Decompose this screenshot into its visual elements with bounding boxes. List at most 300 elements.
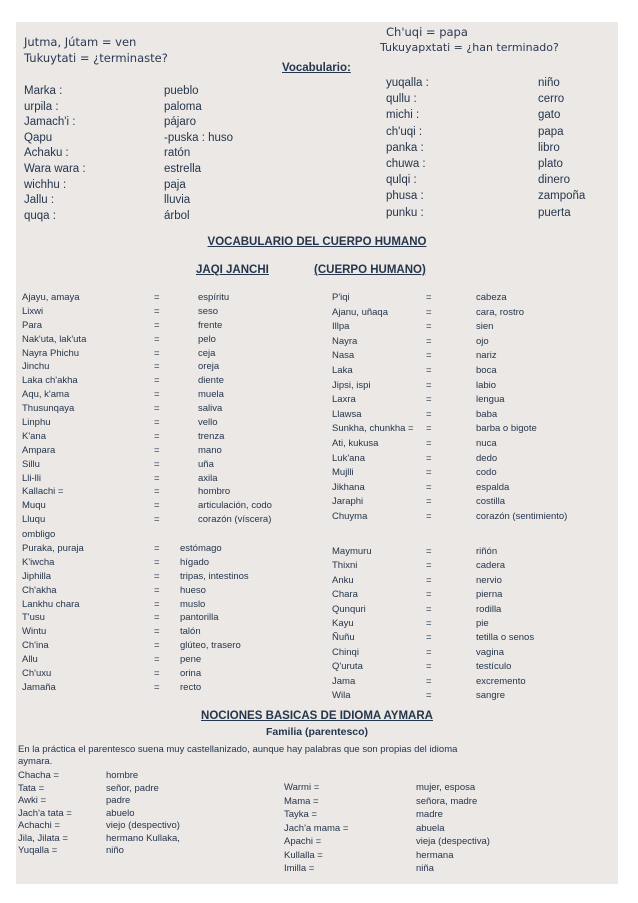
equals-sign: = (426, 646, 432, 658)
vocab-entry-term: chuwa : (386, 157, 426, 170)
handwritten-note-4: Tukuyapxtati = ¿han terminado? (380, 41, 559, 54)
vocab-entry-translation: cerro (538, 93, 565, 106)
body-entry (22, 473, 332, 487)
body-entry (332, 589, 618, 603)
body-entry-translation: pierna (476, 589, 503, 601)
equals-sign: = (426, 574, 432, 586)
body-entry-term: Linphu (22, 417, 51, 429)
family-entry (284, 809, 604, 823)
body-entry-term: Ch'akha (22, 584, 57, 596)
handwritten-note-3: Ch'uqi = papa (386, 25, 468, 39)
body-entry (22, 599, 332, 613)
family-entry (284, 823, 604, 837)
body-entry (22, 640, 332, 654)
body-subtitle-spanish: (CUERPO HUMANO) (314, 264, 426, 276)
body-entry (332, 546, 618, 560)
body-entry (332, 575, 618, 589)
family-entry-translation: hermano Kullaka, (106, 832, 180, 844)
body-entry (332, 604, 618, 618)
body-entry (22, 514, 332, 528)
equals-sign: = (426, 452, 432, 464)
family-entry (284, 836, 604, 850)
body-entry-term: Mujlli (332, 467, 354, 479)
body-right-list-2 (332, 546, 618, 704)
equals-sign: = (426, 617, 432, 629)
family-entry (284, 796, 604, 810)
body-entry-translation: glúteo, trasero (180, 640, 241, 652)
body-entry (332, 423, 618, 438)
equals-sign: = (426, 603, 432, 615)
family-entry-translation: niño (106, 845, 124, 856)
vocab-entry-translation: árbol (164, 209, 190, 222)
body-entry (332, 453, 618, 468)
body-entry-term: Nasa (332, 350, 355, 362)
family-entry-term: Jach'a mama = (284, 822, 349, 834)
body-entry-term: Ch'ina (22, 640, 49, 652)
body-entry-term: Laka (332, 364, 353, 376)
family-entry-term: Yuqalla = (18, 845, 58, 856)
body-entry (332, 467, 618, 482)
equals-sign: = (426, 467, 432, 479)
vocab-entry (386, 174, 611, 190)
vocab-entry-term: wichhu : (24, 178, 67, 191)
vocab-entry (24, 85, 324, 101)
body-entry-term: Ch'uxu (22, 668, 52, 680)
body-entry-translation: pene (180, 654, 202, 666)
body-entry-translation: espíritu (198, 292, 230, 303)
equals-sign: = (426, 335, 432, 347)
family-entry-term: Jila, Jilata = (18, 832, 68, 844)
equals-sign: = (426, 510, 432, 522)
body-entry-term: Thusunqaya (22, 403, 75, 415)
equals-sign: = (426, 546, 432, 557)
body-entry (332, 350, 618, 365)
body-entry-term: Thixni (332, 560, 358, 572)
vocab-title: Vocabulario: (282, 62, 351, 74)
body-entry-term: Laxra (332, 394, 356, 406)
vocab-entry (386, 190, 611, 206)
equals-sign: = (154, 654, 160, 666)
body-entry (332, 438, 618, 453)
body-entry (22, 654, 332, 668)
body-entry-translation: vagina (476, 646, 504, 658)
body-entry (22, 543, 332, 557)
family-entry-translation: abuela (416, 822, 445, 834)
family-entry (284, 863, 604, 877)
equals-sign: = (154, 486, 160, 498)
body-entry-translation: articulación, codo (198, 500, 272, 512)
body-entry-translation: sangre (476, 689, 506, 701)
body-entry-term: Maymuru (332, 546, 372, 557)
vocab-entry-term: Jamach'i : (24, 116, 76, 129)
body-entry-term: K'ana (22, 430, 47, 442)
equals-sign: = (154, 472, 160, 484)
body-entry-term: Jamaña (22, 681, 56, 693)
body-entry (332, 661, 618, 675)
vocab-entry-term: yuqalla : (386, 77, 429, 89)
body-entry-translation: orina (180, 668, 202, 680)
body-entry-translation: saliva (198, 403, 223, 415)
body-entry (332, 560, 618, 574)
body-entry-term: Jinchu (22, 361, 50, 373)
family-entry-term: Warmi = (284, 782, 320, 793)
family-left-list (18, 770, 268, 858)
vocab-entry-term: ch'uqi : (386, 125, 423, 138)
body-entry (22, 306, 332, 320)
body-entry-translation: hueso (180, 584, 206, 596)
body-entry-translation: vello (198, 417, 218, 429)
body-entry-translation: pie (476, 617, 489, 629)
body-entry (22, 585, 332, 599)
body-left-list-1 (22, 292, 332, 528)
body-entry-term: Lankhu chara (22, 598, 80, 610)
equals-sign: = (154, 514, 160, 526)
body-entry-translation: tetilla o senos (476, 632, 535, 644)
equals-sign: = (426, 661, 432, 673)
vocab-entry-translation: libro (538, 141, 560, 154)
body-entry-translation: frente (198, 319, 223, 331)
family-title: NOCIONES BASICAS DE IDIOMA AYMARA (201, 710, 433, 722)
body-entry-term: Anku (332, 574, 354, 586)
vocab-entry-translation: dinero (538, 174, 570, 187)
body-entry-term: Ati, kukusa (332, 437, 379, 449)
body-entry (22, 361, 332, 375)
family-entry-translation: niña (416, 863, 434, 874)
equals-sign: = (154, 458, 160, 470)
equals-sign: = (154, 333, 160, 345)
equals-sign: = (426, 408, 432, 420)
family-entry-term: Imilla = (284, 863, 315, 874)
family-intro-line-1: En la práctica el parentesco suena muy castellanizado, aunque hay palabras que son propias del idioma (18, 744, 458, 755)
equals-sign: = (426, 481, 432, 493)
body-entry-translation: talón (180, 626, 201, 638)
family-entry-term: Jach'a tata = (18, 807, 72, 819)
body-entry-term: Jiphilla (22, 570, 52, 582)
body-entry (22, 682, 332, 696)
body-entry-translation: ojo (476, 335, 489, 347)
body-entry-term: Ñuñu (332, 632, 355, 644)
body-entry-translation: nuca (476, 437, 497, 449)
body-entry (22, 320, 332, 334)
body-vocab-title: VOCABULARIO DEL CUERPO HUMANO (207, 236, 427, 248)
vocab-entry-translation: lluvia (164, 194, 191, 207)
body-entry-translation: baba (476, 408, 498, 420)
family-entry-translation: viejo (despectivo) (106, 820, 180, 831)
body-entry-term: Allu (22, 654, 38, 666)
body-entry-translation: recto (180, 681, 202, 693)
equals-sign: = (154, 543, 160, 554)
equals-sign: = (426, 675, 432, 687)
body-entry (332, 632, 618, 646)
vocab-entry-term: Jallu : (24, 194, 55, 207)
vocab-entry (386, 207, 611, 223)
equals-sign: = (426, 589, 432, 601)
family-entry (18, 845, 268, 858)
vocab-entry-translation: puerta (538, 206, 571, 219)
body-entry-term: Ajanu, uñaqa (332, 306, 388, 318)
body-entry-term: Nayra (332, 335, 358, 347)
family-entry (18, 833, 268, 846)
vocab-entry-term: Qapu (24, 131, 53, 144)
equals-sign: = (426, 350, 432, 362)
vocab-entry-translation: gato (538, 109, 561, 122)
body-entry-term: Lixwi (22, 305, 44, 317)
equals-sign: = (426, 689, 432, 701)
family-entry-translation: señora, madre (416, 795, 478, 807)
body-entry-term: Laka ch'akha (22, 375, 78, 387)
vocab-entry (24, 147, 324, 163)
vocab-entry (24, 179, 324, 195)
body-entry-translation: estómago (180, 543, 222, 554)
body-entry (332, 336, 618, 351)
vocab-entry-translation: ratón (164, 147, 191, 160)
body-entry (22, 626, 332, 640)
vocab-entry-translation: zampoña (538, 190, 586, 203)
body-entry-term: Lluqu (22, 514, 46, 526)
body-entry-term: Lli-lli (22, 472, 41, 484)
equals-sign: = (426, 632, 432, 644)
body-entry-translation: sien (476, 321, 494, 333)
vocab-entry-translation: pájaro (164, 116, 196, 129)
vocab-entry-translation: plato (538, 157, 563, 170)
vocab-entry-translation: paja (164, 178, 186, 191)
body-entry (332, 511, 618, 526)
equals-sign: = (426, 379, 432, 391)
vocab-entry (386, 158, 611, 174)
body-entry-translation: espalda (476, 481, 510, 493)
equals-sign: = (426, 437, 432, 449)
body-entry (22, 334, 332, 348)
vocab-entry-term: urpila : (24, 100, 59, 113)
family-intro-line-2: aymara. (18, 756, 53, 767)
body-entry (22, 389, 332, 403)
body-entry-term: Luk'ana (332, 452, 365, 464)
body-entry-term: Nak'uta, lak'uta (22, 333, 87, 345)
family-entry-translation: hombre (106, 770, 139, 781)
body-entry (332, 618, 618, 632)
body-entry (332, 647, 618, 661)
body-entry (22, 459, 332, 473)
body-entry-translation: hombro (198, 486, 231, 498)
equals-sign: = (154, 403, 160, 415)
equals-sign: = (426, 306, 432, 318)
body-entry-term: Chara (332, 589, 358, 601)
equals-sign: = (154, 347, 160, 359)
body-entry-term: Wintu (22, 626, 47, 638)
family-entry-term: Tayka = (284, 809, 318, 820)
vocab-entry-translation: papa (538, 125, 564, 138)
equals-sign: = (154, 640, 160, 652)
equals-sign: = (426, 496, 432, 508)
body-entry (22, 668, 332, 682)
body-entry-translation: barba o bigote (476, 423, 537, 435)
body-entry (332, 394, 618, 409)
body-entry-translation: lengua (476, 394, 505, 406)
body-entry (22, 486, 332, 500)
body-entry (332, 690, 618, 704)
body-entry-translation: tripas, intestinos (180, 570, 249, 582)
body-entry (332, 482, 618, 497)
body-entry-term: Wila (332, 689, 351, 701)
body-entry (22, 375, 332, 389)
equals-sign: = (426, 423, 432, 435)
body-entry-term: Nayra Phichu (22, 347, 80, 359)
vocab-entry-translation: -puska : huso (164, 131, 234, 144)
vocab-entry-term: qullu : (386, 93, 417, 106)
body-entry-translation: boca (476, 364, 497, 376)
body-right-list-1 (332, 292, 618, 526)
body-entry-term: Qunquri (332, 603, 366, 615)
vocab-entry-term: Achaku : (24, 147, 69, 160)
body-entry-translation: cadera (476, 560, 506, 572)
body-entry-term: Jama (332, 675, 356, 687)
equals-sign: = (154, 500, 160, 512)
equals-sign: = (154, 556, 160, 568)
body-entry-term: Chuyma (332, 510, 368, 522)
vocab-entry (24, 101, 324, 117)
body-entry-term: Sillu (22, 458, 40, 470)
body-entry (332, 292, 618, 307)
body-entry-term: Illpa (332, 321, 350, 333)
handwritten-note-2: Tukuytati = ¿terminaste? (24, 51, 168, 65)
body-entry-translation: corazón (sentimiento) (476, 510, 568, 522)
body-entry (22, 417, 332, 431)
body-entry (332, 321, 618, 336)
body-entry-translation: rodilla (476, 603, 502, 615)
body-entry-translation: cabeza (476, 292, 507, 303)
body-entry-translation: cara, rostro (476, 306, 525, 318)
document-sheet (16, 22, 618, 884)
body-entry-translation: trenza (198, 430, 225, 442)
family-entry-term: Mama = (284, 795, 319, 807)
vocab-entry-term: quqa : (24, 209, 56, 222)
body-entry-term: T'usu (22, 612, 45, 624)
body-entry-translation: diente (198, 375, 224, 387)
equals-sign: = (426, 292, 432, 303)
body-entry (22, 500, 332, 514)
family-entry-term: Achachi = (18, 820, 60, 831)
body-entry-translation: uña (198, 458, 214, 470)
vocab-left-list (24, 85, 324, 225)
body-entry (332, 380, 618, 395)
body-entry-translation: nariz (476, 350, 497, 362)
equals-sign: = (426, 560, 432, 572)
equals-sign: = (154, 681, 160, 693)
equals-sign: = (154, 584, 160, 596)
vocab-entry (386, 142, 611, 158)
family-entry (18, 783, 268, 796)
body-entry-translation: axila (198, 472, 218, 484)
vocab-entry-term: Wara wara : (24, 162, 86, 175)
family-entry-term: Chacha = (18, 770, 59, 781)
equals-sign: = (154, 430, 160, 442)
body-entry-term: Jipsi, ispi (332, 379, 371, 391)
equals-sign: = (426, 321, 432, 333)
equals-sign: = (154, 389, 160, 401)
family-entry (18, 795, 268, 808)
body-entry-translation: costilla (476, 496, 506, 508)
body-entry (332, 496, 618, 511)
body-entry-translation: labio (476, 379, 497, 391)
body-entry-term: Llawsa (332, 408, 362, 420)
body-entry-term: Para (22, 319, 43, 331)
body-entry (22, 445, 332, 459)
body-entry-translation: ceja (198, 347, 216, 359)
body-entry-term: Ajayu, amaya (22, 292, 80, 303)
vocab-entry-translation: niño (538, 77, 560, 89)
equals-sign: = (154, 668, 160, 680)
body-entry-term: Jaraphi (332, 496, 364, 508)
body-entry-term: Kayu (332, 617, 354, 629)
vocab-entry (24, 210, 324, 226)
vocab-entry (24, 132, 324, 148)
vocab-entry (386, 109, 611, 125)
body-entry-translation: hígado (180, 556, 210, 568)
family-entry-term: Awki = (18, 795, 47, 806)
body-entry-translation: pantorilla (180, 612, 219, 624)
body-entry (332, 409, 618, 424)
vocab-entry-term: qulqi : (386, 174, 417, 187)
family-entry (18, 820, 268, 833)
equals-sign: = (426, 394, 432, 406)
equals-sign: = (154, 598, 160, 610)
body-entry-term: Puraka, puraja (22, 543, 84, 554)
body-entry-translation: riñón (476, 546, 498, 557)
family-entry-translation: abuelo (106, 807, 135, 819)
equals-sign: = (154, 612, 160, 624)
vocab-entry-term: panka : (386, 141, 424, 154)
body-entry-translation: excremento (476, 675, 526, 687)
body-entry-term: K'iwcha (22, 556, 55, 568)
body-entry (332, 365, 618, 380)
body-entry-term: Chinqi (332, 646, 359, 658)
body-entry-term: Jikhana (332, 481, 365, 493)
vocab-entry (24, 194, 324, 210)
equals-sign: = (154, 375, 160, 387)
equals-sign: = (154, 292, 160, 303)
body-left-list-2 (22, 543, 332, 696)
body-entry (332, 676, 618, 690)
body-entry (22, 557, 332, 571)
body-entry-term: Ampara (22, 444, 56, 456)
family-entry-term: Apachi = (284, 836, 322, 847)
body-entry (22, 348, 332, 362)
family-entry (284, 782, 604, 796)
vocab-entry (386, 126, 611, 142)
body-entry-term: Muqu (22, 500, 46, 512)
family-entry-translation: señor, padre (106, 782, 159, 794)
family-entry-translation: madre (416, 809, 443, 820)
vocab-entry-translation: pueblo (164, 85, 199, 97)
family-right-list (284, 782, 604, 877)
vocab-entry-term: michi : (386, 109, 420, 122)
body-entry-translation: testículo (476, 661, 512, 673)
family-subtitle: Familia (parentesco) (265, 726, 369, 738)
body-entry-translation: dedo (476, 452, 498, 464)
body-entry-translation: mano (198, 444, 222, 456)
vocab-entry (386, 93, 611, 109)
ombligo-label: ombligo (22, 529, 56, 540)
vocab-right-list (386, 77, 611, 223)
vocab-entry (24, 116, 324, 132)
body-subtitle-aymara: JAQI JANCHI (196, 264, 269, 276)
family-entry-translation: mujer, esposa (416, 782, 476, 793)
vocab-entry-term: punku : (386, 206, 424, 219)
body-entry-translation: muela (198, 389, 224, 401)
body-entry-translation: muslo (180, 598, 206, 610)
body-entry (22, 292, 332, 306)
handwritten-note-1: Jutma, Jútam = ven (24, 35, 137, 49)
